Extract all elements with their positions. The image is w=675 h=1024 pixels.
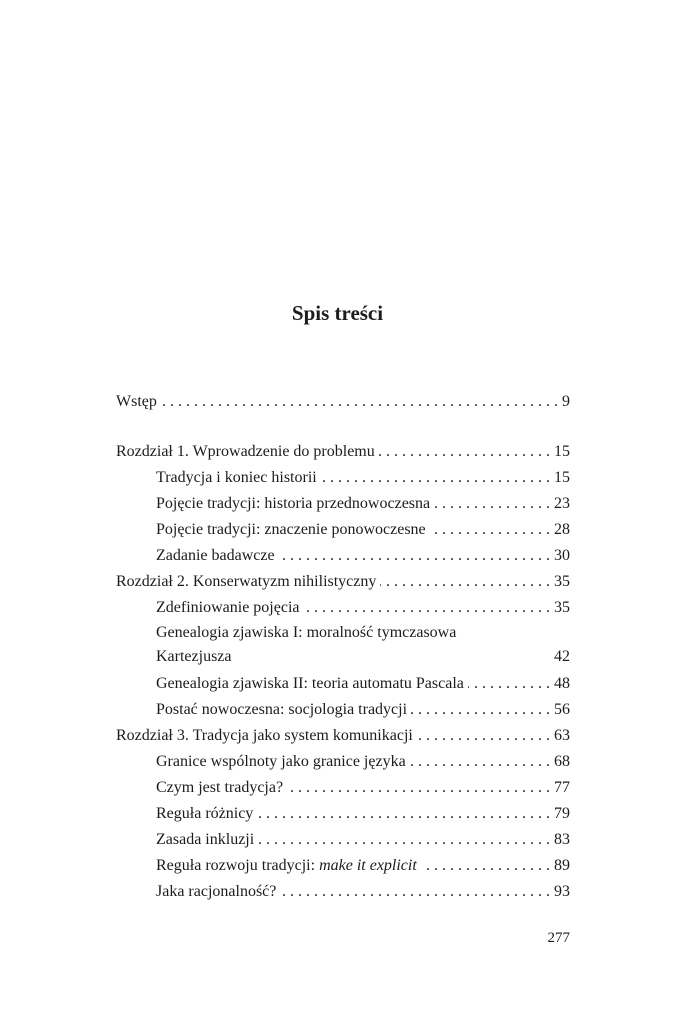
toc-entry-title: Granice wspólnoty jako granice języka xyxy=(156,753,406,770)
dot-leader xyxy=(430,517,550,543)
toc-entry-title: Rozdział 3. Tradycja jako system komunikacji xyxy=(116,727,413,744)
toc-entry-page: 15 xyxy=(554,443,570,460)
dot-leader xyxy=(287,775,550,801)
toc-entry-page: 9 xyxy=(562,393,570,410)
toc-entry-page: 42 xyxy=(554,648,570,665)
toc-entry-title: Pojęcie tradycji: znaczenie ponowoczesne xyxy=(156,521,426,538)
dot-leader xyxy=(304,595,551,621)
toc-entry-page: 68 xyxy=(554,753,570,770)
dot-leader xyxy=(417,723,550,749)
toc-entry-page: 93 xyxy=(554,883,570,900)
toc-entry-title-line2: Kartezjusza xyxy=(156,648,232,665)
toc-subentry[interactable] xyxy=(116,827,570,853)
toc-entry-page: 35 xyxy=(554,573,570,590)
toc-entry-page: 89 xyxy=(554,857,570,874)
toc-subentry-multiline[interactable] xyxy=(116,621,570,669)
toc-entry-title xyxy=(156,853,421,879)
toc-entry-title: Reguła różnicy xyxy=(156,805,254,822)
toc-entry-title: Postać nowoczesna: socjologia tradycji xyxy=(156,701,408,718)
toc-subentry[interactable] xyxy=(116,671,570,697)
toc-entry-page: 83 xyxy=(554,831,570,848)
toc-entry-continuation xyxy=(156,645,570,669)
dot-leader xyxy=(411,697,550,723)
toc-entry-title: Zdefiniowanie pojęcia xyxy=(156,599,300,616)
dot-leader xyxy=(380,569,550,595)
toc-subentry[interactable] xyxy=(116,801,570,827)
toc-entry-page: 28 xyxy=(554,521,570,538)
dot-leader xyxy=(279,543,550,569)
toc-entry-page: 23 xyxy=(554,495,570,512)
toc-subentry[interactable] xyxy=(116,853,570,879)
toc-entry-title-italic: make it explicit xyxy=(319,857,417,874)
dot-leader xyxy=(321,465,550,491)
dot-leader xyxy=(468,671,550,697)
dot-leader xyxy=(434,491,550,517)
dot-leader xyxy=(410,749,550,775)
toc-subentry[interactable] xyxy=(116,879,570,905)
toc-entry-title: Rozdział 2. Konserwatyzm nihilistyczny xyxy=(116,573,377,590)
dot-leader xyxy=(161,389,558,415)
toc-subentry[interactable] xyxy=(116,775,570,801)
toc-entry-page: 77 xyxy=(554,779,570,796)
toc-subentry[interactable] xyxy=(116,595,570,621)
toc-entry-page: 35 xyxy=(554,599,570,616)
toc-entry-title: Czym jest tradycja? xyxy=(156,779,284,796)
toc-subentry[interactable] xyxy=(116,543,570,569)
toc-subentry[interactable] xyxy=(116,517,570,543)
toc-entry-page: 48 xyxy=(554,675,570,692)
dot-leader xyxy=(379,439,550,465)
toc-entry-title: Tradycja i koniec historii xyxy=(156,469,317,486)
toc-entry-page: 15 xyxy=(554,469,570,486)
dot-leader xyxy=(280,879,550,905)
page-title: Spis treści xyxy=(291,301,384,325)
toc-subentry[interactable] xyxy=(116,465,570,491)
toc-entry-title: Rozdział 1. Wprowadzenie do problemu xyxy=(116,443,375,460)
toc-entry-title: Zadanie badawcze xyxy=(156,547,275,564)
toc-subentry[interactable] xyxy=(116,697,570,723)
toc-chapter-3[interactable] xyxy=(116,723,570,749)
toc-entry-title: Zasada inkluzji xyxy=(156,831,255,848)
toc-entry-page: 56 xyxy=(554,701,570,718)
toc-entry-title: Genealogia zjawiska II: teoria automatu Pascala xyxy=(156,675,464,692)
toc-entry-page: 79 xyxy=(554,805,570,822)
dot-leader xyxy=(258,827,550,853)
toc-entry-page: 63 xyxy=(554,727,570,744)
toc-chapter-1[interactable] xyxy=(116,439,570,465)
dot-leader xyxy=(421,853,550,879)
toc-entry-title-prefix: Reguła rozwoju tradycji: xyxy=(156,857,320,874)
toc-entry-title: Pojęcie tradycji: historia przednowoczesna xyxy=(156,495,431,512)
toc-entry-title: Wstęp xyxy=(116,393,157,410)
dot-leader xyxy=(257,801,550,827)
toc-entry-page: 30 xyxy=(554,547,570,564)
toc-entry-title-line1: Genealogia zjawiska I: moralność tymczasowa xyxy=(156,624,457,641)
page-number: 277 xyxy=(547,930,570,946)
toc-subentry[interactable] xyxy=(116,491,570,517)
toc-subentry[interactable] xyxy=(116,749,570,775)
table-of-contents xyxy=(116,389,570,905)
toc-entry-intro[interactable] xyxy=(116,389,570,415)
toc-chapter-2[interactable] xyxy=(116,569,570,595)
toc-entry-title: Jaka racjonalność? xyxy=(156,883,277,900)
